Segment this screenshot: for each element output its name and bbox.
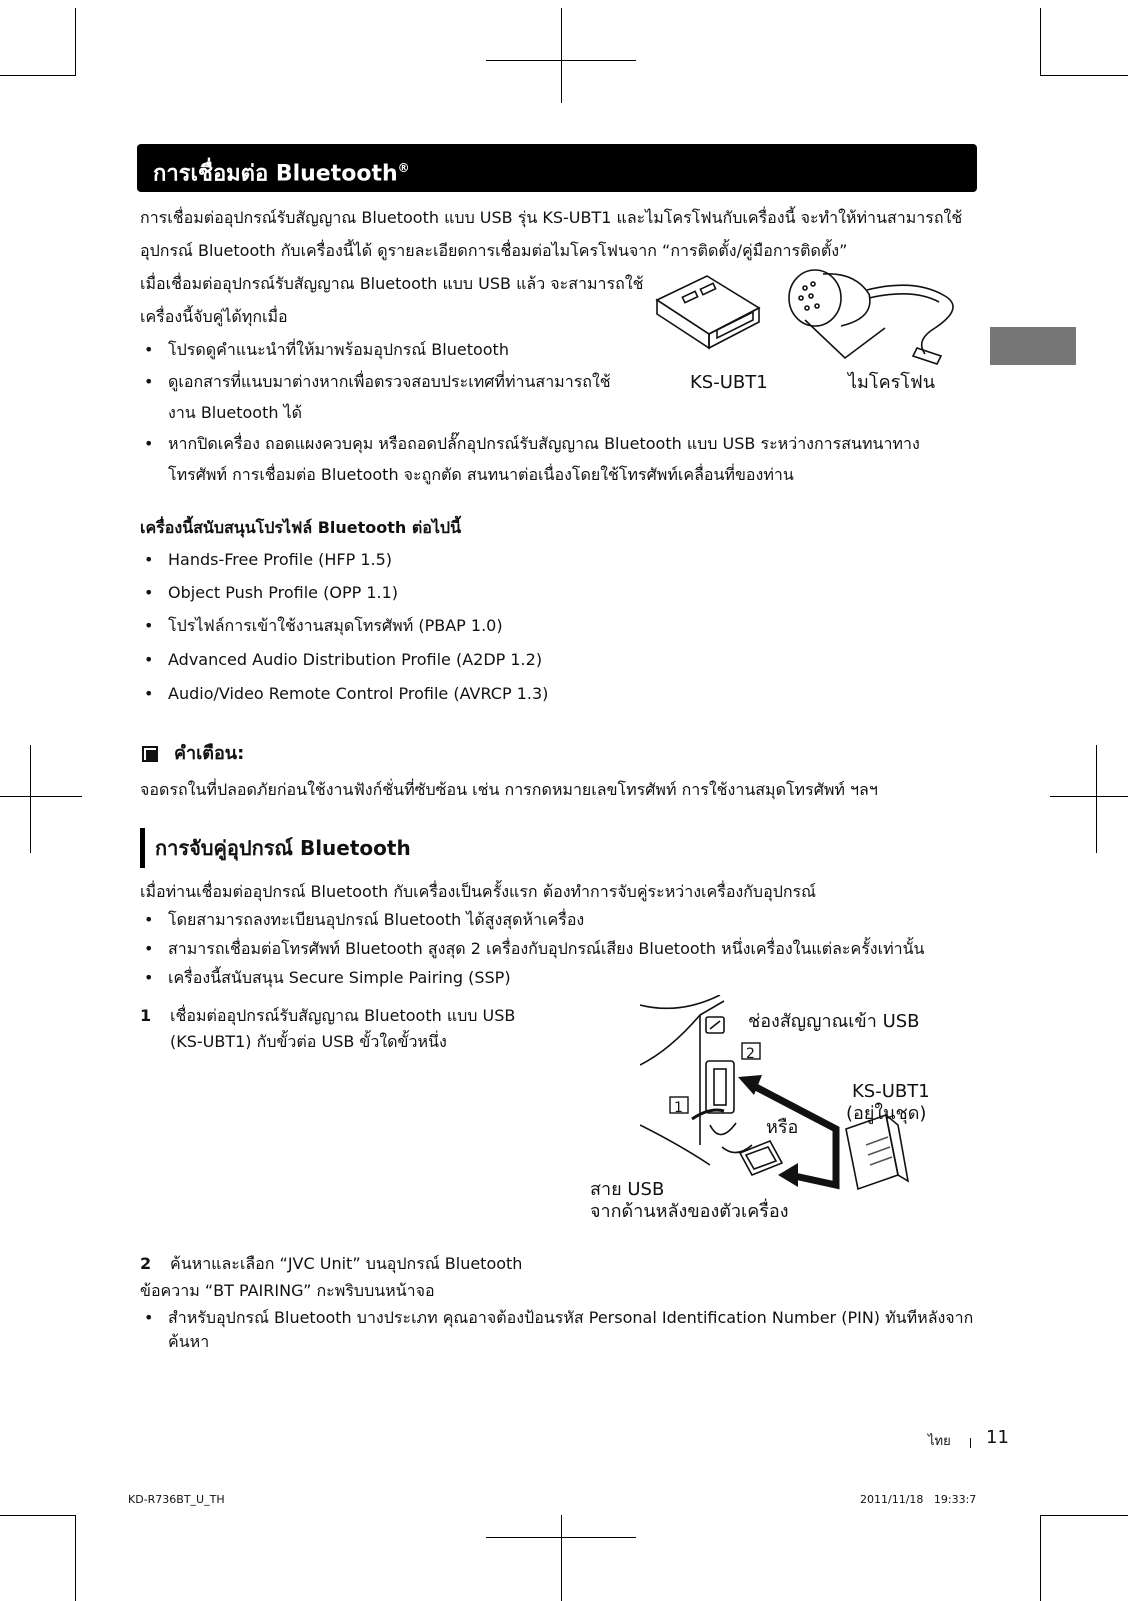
page-title-text: การเชื่อมต่อ Bluetooth (153, 161, 398, 187)
crop-mark (1040, 1515, 1041, 1601)
warning-heading: คำเตือน: (174, 743, 245, 764)
figure-label-usb-input: ช่องสัญญาณเข้า USB (748, 1011, 920, 1032)
crop-mark (1050, 796, 1128, 797)
profile-item: • Hands-Free Profile (HFP 1.5) (140, 550, 392, 570)
step-number: 2 (140, 1254, 152, 1273)
list-item: • โดยสามารถลงทะเบียนอุปกรณ์ Bluetooth ได้สูงสุดห้าเครื่อง (140, 910, 584, 930)
intro-line: เมื่อเชื่อมต่ออุปกรณ์รับสัญญาณ Bluetooth แบบ USB แล้ว จะสามารถใช้ (140, 274, 644, 293)
list-item: • สามารถเชื่อมต่อโทรศัพท์ Bluetooth สูงสุด 2 เครื่องกับอุปกรณ์เสียง Bluetooth หนึ่งเครื่องในแต่ละครั้งเท่านั้น (140, 939, 924, 959)
list-item: • เครื่องนี้สนับสนุน Secure Simple Pairing (SSP) (140, 968, 511, 988)
figure-callout-2: 2 (746, 1046, 755, 1062)
profile-item: • Object Push Profile (OPP 1.1) (140, 583, 398, 603)
step-text: เชื่อมต่ออุปกรณ์รับสัญญาณ Bluetooth แบบ USB (170, 1006, 516, 1025)
section-tab-marker (990, 327, 1076, 365)
crop-mark (0, 796, 82, 797)
figure-label-cable: สาย USB (590, 1179, 665, 1200)
list-item-continuation: งาน Bluetooth ได้ (168, 403, 303, 422)
page-number: 11 (986, 1427, 1009, 1448)
footer-divider (970, 1438, 971, 1448)
list-item: • โปรดดูคำแนะนำที่ให้มาพร้อมอุปกรณ์ Bluetooth (140, 340, 509, 360)
footer-language: ไทย (928, 1434, 951, 1449)
crop-mark (1040, 8, 1041, 76)
crop-mark (561, 1515, 562, 1601)
page-title (137, 144, 977, 192)
intro-line: อุปกรณ์ Bluetooth กับเครื่องนี้ได้ ดูรายละเอียดการเชื่อมต่อไมโครโฟนจาก “การติดตั้ง/คู่มือการติดตั้ง” (140, 241, 848, 260)
step-number: 1 (140, 1006, 152, 1025)
warning-text: จอดรถในที่ปลอดภัยก่อนใช้งานฟังก์ชั่นที่ซับซ้อน เช่น การกดหมายเลขโทรศัพท์ การใช้งานสมุดโทรศัพท์ ฯลฯ (140, 780, 878, 799)
figure-callout-1: 1 (674, 1100, 683, 1116)
list-item: • หากปิดเครื่อง ถอดแผงควบคุม หรือถอดปลั๊กอุปกรณ์รับสัญญาณ Bluetooth แบบ USB ระหว่างการสนทนาทาง (140, 434, 920, 454)
crop-mark (1096, 745, 1097, 853)
profile-item: • Advanced Audio Distribution Profile (A2DP 1.2) (140, 650, 542, 670)
section-title: การจับคู่อุปกรณ์ Bluetooth (140, 828, 411, 868)
intro-line: การเชื่อมต่ออุปกรณ์รับสัญญาณ Bluetooth แบบ USB รุ่น KS-UBT1 และไมโครโฟนกับเครื่องนี้ จะทำให้ท่านสามารถใช้ (140, 208, 963, 227)
list-item: • สำหรับอุปกรณ์ Bluetooth บางประเภท คุณอาจต้องป้อนรหัส Personal Identification Number (PIN) ทันทีหลังจาก (140, 1308, 973, 1328)
crop-mark (1040, 1515, 1128, 1516)
step-text: ค้นหาและเลือก “JVC Unit” บนอุปกรณ์ Bluetooth (170, 1254, 523, 1273)
registered-mark: ® (397, 161, 410, 175)
pairing-intro: เมื่อท่านเชื่อมต่ออุปกรณ์ Bluetooth กับเครื่องเป็นครั้งแรก ต้องทำการจับคู่ระหว่างเครื่องกับอุปกรณ์ (140, 882, 816, 901)
list-item: • ดูเอกสารที่แนบมาต่างหากเพื่อตรวจสอบประเทศที่ท่านสามารถใช้ (140, 372, 611, 392)
crop-mark (561, 8, 562, 103)
profile-item: • Audio/Video Remote Control Profile (AVRCP 1.3) (140, 684, 548, 704)
list-item-continuation: โทรศัพท์ การเชื่อมต่อ Bluetooth จะถูกตัด สนทนาต่อเนื่องโดยใช้โทรศัพท์เคลื่อนที่ของท่าน (168, 465, 794, 484)
list-item-continuation: ค้นหา (168, 1332, 210, 1351)
step-text: ข้อความ “BT PAIRING” กะพริบบนหน้าจอ (140, 1281, 435, 1300)
crop-mark (75, 1515, 76, 1601)
profiles-heading: เครื่องนี้สนับสนุนโปรไฟล์ Bluetooth ต่อไปนี้ (140, 518, 462, 537)
step-text: (KS-UBT1) กับขั้วต่อ USB ขั้วใดขั้วหนึ่ง (170, 1032, 447, 1051)
figure-label-included: (อยู่ในชุด) (846, 1103, 927, 1124)
footer-file-name: KD-R736BT_U_TH (128, 1493, 225, 1506)
crop-mark (0, 75, 76, 76)
figure-label-microphone: ไมโครโฟน (848, 372, 936, 393)
crop-mark (30, 745, 31, 853)
dongle-and-microphone-illustration (655, 268, 975, 368)
figure-label-dongle: KS-UBT1 (690, 372, 768, 393)
figure-label-cable-source: จากด้านหลังของตัวเครื่อง (590, 1201, 789, 1222)
warning-box-icon (142, 746, 158, 762)
footer-timestamp: 2011/11/18 19:33:7 (860, 1493, 977, 1506)
crop-mark (75, 8, 76, 76)
intro-line: เครื่องนี้จับคู่ได้ทุกเมื่อ (140, 307, 288, 326)
figure-label-ksubt1: KS-UBT1 (852, 1081, 930, 1102)
crop-mark (0, 1515, 76, 1516)
crop-mark (1040, 75, 1128, 76)
profile-item: • โปรไฟล์การเข้าใช้งานสมุดโทรศัพท์ (PBAP 1.0) (140, 616, 503, 636)
figure-label-or: หรือ (766, 1117, 799, 1138)
